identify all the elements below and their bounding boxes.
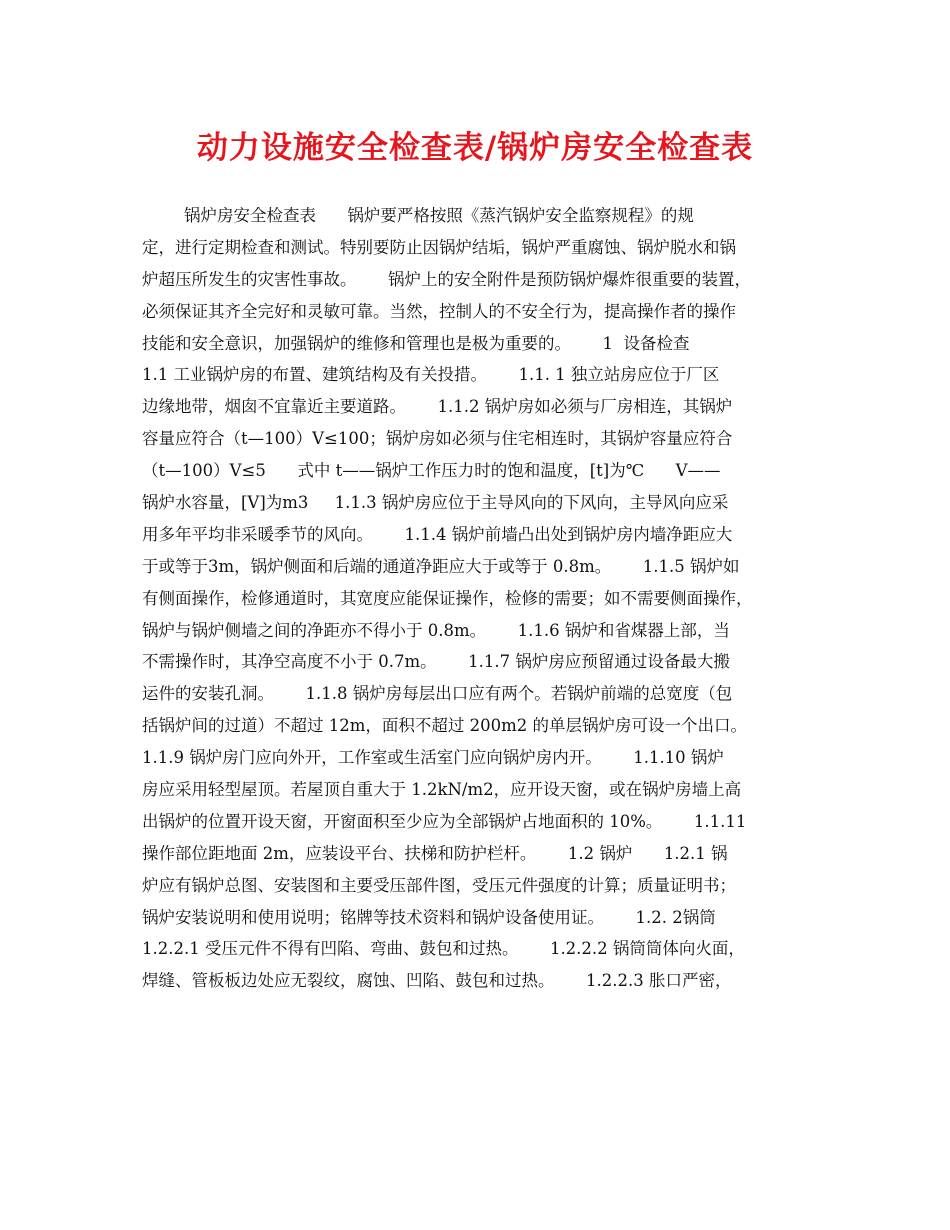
text-line: 于或等于3m，锅炉侧面和后端的通道净距应大于或等于 0.8m。 1.1.5 锅炉如 [142, 556, 740, 576]
text-line: 用多年平均非采暖季节的风向。 1.1.4 锅炉前墙凸出处到锅炉房内墙净距应大 [142, 524, 733, 544]
text-line: 锅炉房安全检查表 锅炉要严格按照《蒸汽锅炉安全监察规程》的规 [142, 206, 694, 225]
text-line: （t—100）V≤5 式中 t——锅炉工作压力时的饱和温度，[t]为℃ V—— [142, 461, 721, 481]
text-line: 操作部位距地面 2m，应装设平台、扶梯和防护栏杆。 1.2 锅炉 1.2.1 锅 [142, 843, 728, 863]
text-line: 有侧面操作，检修通道时，其宽度应能保证操作，检修的需要；如不需要侧面操作， [142, 588, 753, 608]
text-line: 括锅炉间的过道）不超过 12m，面积不超过 200m2 的单层锅炉房可设一个出口。 [142, 716, 748, 736]
text-line: 定，进行定期检查和测试。特别要防止因锅炉结垢，锅炉严重腐蚀、锅炉脱水和锅 [142, 237, 736, 257]
text-line: 炉超压所发生的灾害性事故。 锅炉上的安全附件是预防锅炉爆炸很重要的装置， [142, 269, 751, 289]
document-title: 动力设施安全检查表/锅炉房安全检查表 [196, 130, 754, 166]
text-line: 炉应有锅炉总图、安装图和主要受压部件图，受压元件强度的计算；质量证明书； [142, 875, 736, 895]
text-line: 边缘地带，烟囱不宜靠近主要道路。 1.1.2 锅炉房如必须与厂房相连，其锅炉 [142, 397, 733, 417]
text-line: 焊缝、管板板边处应无裂纹，腐蚀、凹陷、鼓包和过热。 1.2.2.3 胀口严密， [142, 971, 732, 991]
text-line: 锅炉水容量，[V]为m3 1.1.3 锅炉房应位于主导风向的下风向，主导风向应采 [142, 493, 729, 513]
text-line: 锅炉与锅炉侧墙之间的净距亦不得小于 0.8m。 1.1.6 锅炉和省煤器上部，当 [142, 620, 730, 640]
document-body [142, 200, 822, 997]
text-line: 必须保证其齐全完好和灵敏可靠。当然，控制人的不安全行为，提高操作者的操作 [142, 301, 736, 321]
text-line: 出锅炉的位置开设天窗，开窗面积至少应为全部锅炉占地面积的 10%。 1.1.11 [142, 811, 747, 831]
text-line: 运件的安装孔洞。 1.1.8 锅炉房每层出口应有两个。若锅炉前端的总宽度（包 [142, 684, 733, 704]
text-line: 容量应符合（t—100）V≤100；锅炉房如必须与住宅相连时，其锅炉容量应符合 [142, 429, 733, 449]
text-line: 1.1 工业锅炉房的布置、建筑结构及有关投措。 1.1. 1 独立站房应位于厂区 [142, 365, 720, 385]
text-line: 技能和安全意识，加强锅炉的维修和管理也是极为重要的。 1 设备检查 [142, 333, 690, 353]
text-line: 1.2.2.1 受压元件不得有凹陷、弯曲、鼓包和过热。 1.2.2.2 锅筒筒体向火面， [142, 939, 745, 959]
text-line: 房应采用轻型屋顶。若屋顶自重大于 1.2kN/m2，应开设天窗，或在锅炉房墙上高 [142, 780, 742, 800]
text-line: 锅炉安装说明和使用说明；铭牌等技术资料和锅炉设备使用证。 1.2. 2锅筒 [142, 907, 716, 927]
text-line: 1.1.9 锅炉房门应向外开，工作室或生活室门应向锅炉房内开。 1.1.10 锅炉 [142, 748, 724, 768]
text-line: 不需操作时，其净空高度不小于 0.7m。 1.1.7 锅炉房应预留通过设备最大搬 [142, 652, 730, 672]
